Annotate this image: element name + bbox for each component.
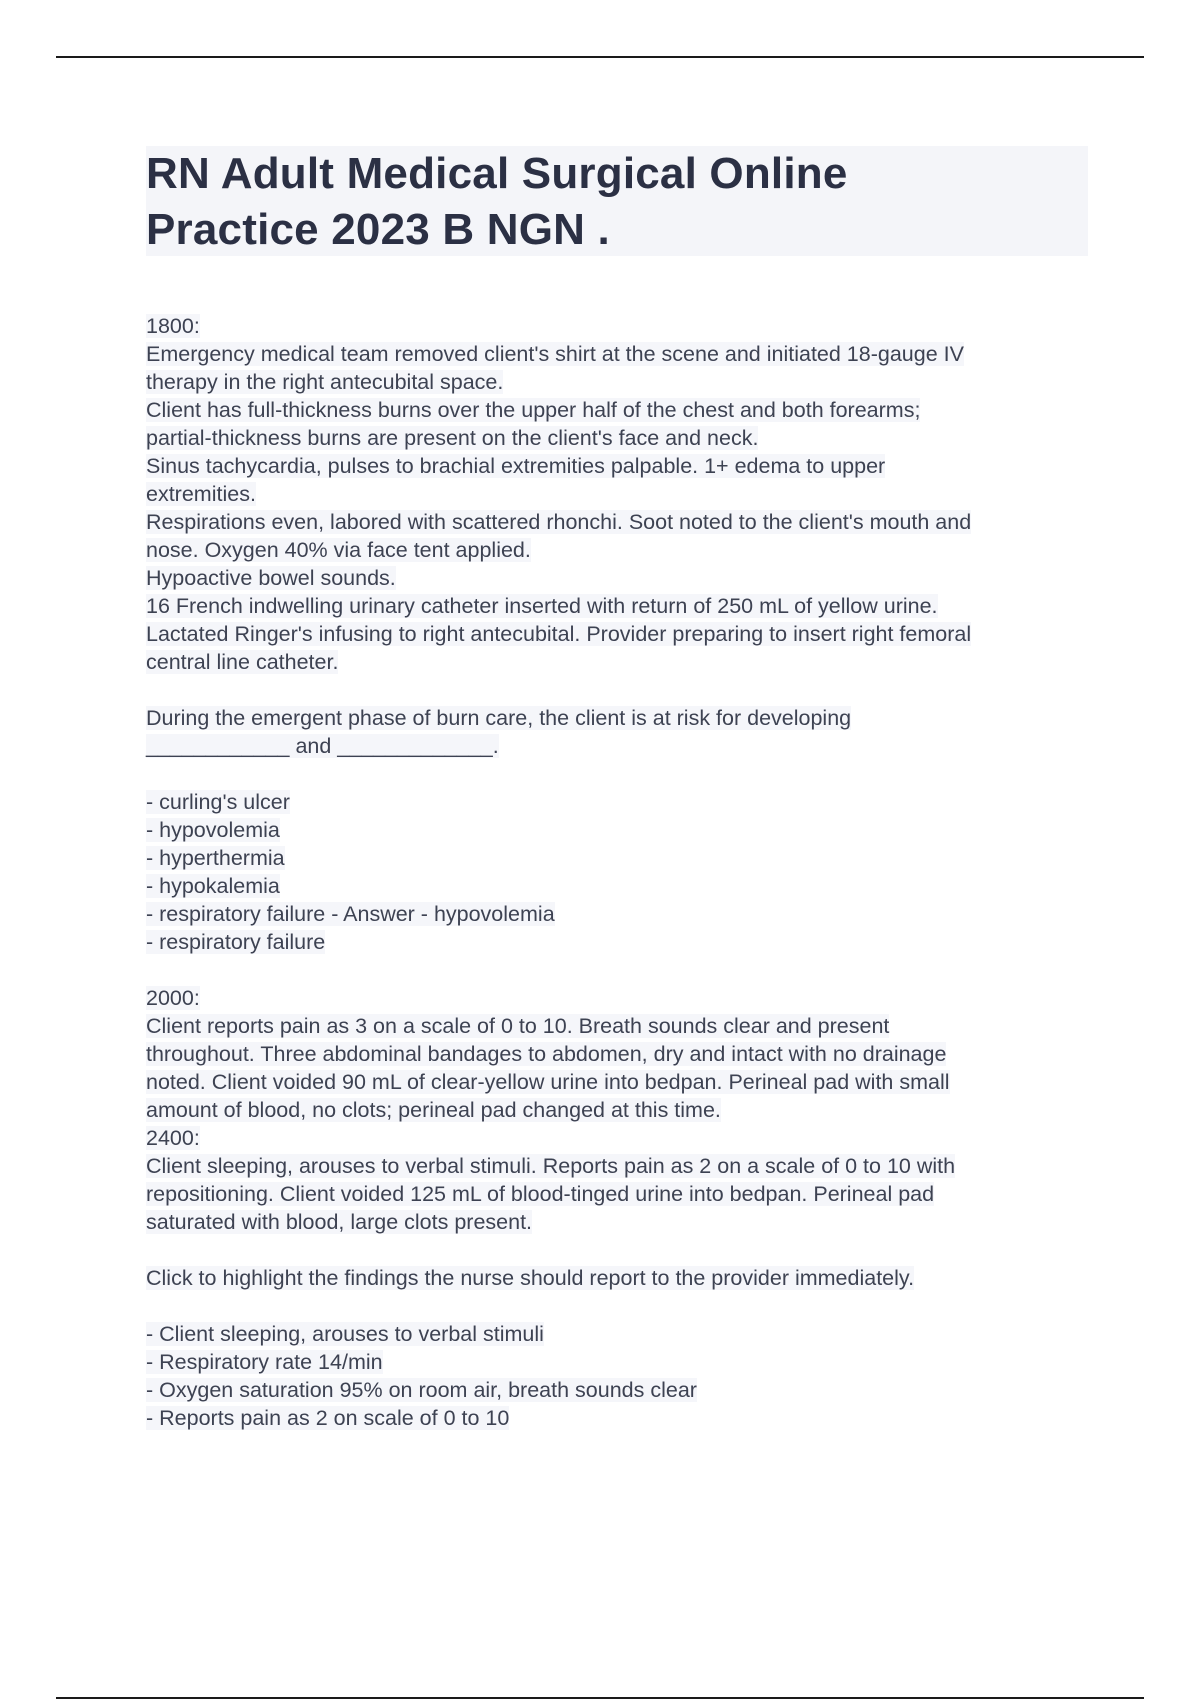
spacer: [146, 676, 1088, 704]
title-block: [146, 146, 1088, 256]
case2-note: saturated with blood, large clots present.: [146, 1210, 533, 1234]
document-body: [146, 312, 1088, 1432]
spacer: [146, 956, 1088, 984]
top-rule: [56, 56, 1144, 58]
spacer: [146, 760, 1088, 788]
case2-time: 2000:: [146, 986, 200, 1010]
case1-option-answer: - respiratory failure - Answer - hypovolemia: [146, 902, 555, 926]
case1-option: - hyperthermia: [146, 846, 285, 870]
case1-note: nose. Oxygen 40% via face tent applied.: [146, 538, 531, 562]
spacer: [146, 1292, 1088, 1320]
title-line-1: RN Adult Medical Surgical Online: [146, 149, 848, 198]
case2-note: noted. Client voided 90 mL of clear-yellow urine into bedpan. Perineal pad with small: [146, 1070, 950, 1094]
case1-option: - hypokalemia: [146, 874, 280, 898]
case2-option: - Respiratory rate 14/min: [146, 1350, 383, 1374]
bottom-rule: [56, 1697, 1144, 1699]
case2-option: - Oxygen saturation 95% on room air, breath sounds clear: [146, 1378, 697, 1402]
case1-note: 16 French indwelling urinary catheter inserted with return of 250 mL of yellow urine.: [146, 594, 938, 618]
case1-option: - curling's ulcer: [146, 790, 290, 814]
case1-option: - respiratory failure: [146, 930, 326, 954]
case1-question: ____________ and _____________.: [146, 734, 499, 758]
case2-note: amount of blood, no clots; perineal pad changed at this time.: [146, 1098, 721, 1122]
case1-note: Emergency medical team removed client's shirt at the scene and initiated 18-gauge IV: [146, 342, 964, 366]
case1-note: therapy in the right antecubital space.: [146, 370, 504, 394]
case2-option: - Reports pain as 2 on scale of 0 to 10: [146, 1406, 510, 1430]
case1-option: - hypovolemia: [146, 818, 280, 842]
case2-note: Client sleeping, arouses to verbal stimuli. Reports pain as 2 on a scale of 0 to 10 with: [146, 1154, 956, 1178]
case1-note: partial-thickness burns are present on the client's face and neck.: [146, 426, 759, 450]
case2-note: throughout. Three abdominal bandages to abdomen, dry and intact with no drainage: [146, 1042, 947, 1066]
case1-note: Hypoactive bowel sounds.: [146, 566, 396, 590]
case1-note: extremities.: [146, 482, 256, 506]
case1-note: Sinus tachycardia, pulses to brachial extremities palpable. 1+ edema to upper: [146, 454, 886, 478]
spacer: [146, 1236, 1088, 1264]
case1-note: Client has full-thickness burns over the upper half of the chest and both forearms;: [146, 398, 921, 422]
case1-note: Lactated Ringer's infusing to right antecubital. Provider preparing to insert right femoral: [146, 622, 972, 646]
case1-question: During the emergent phase of burn care, the client is at risk for developing: [146, 706, 852, 730]
case2-time: 2400:: [146, 1126, 200, 1150]
case1-time: 1800:: [146, 314, 200, 338]
case2-question: Click to highlight the findings the nurse should report to the provider immediately.: [146, 1266, 915, 1290]
case2-note: Client reports pain as 3 on a scale of 0 to 10. Breath sounds clear and present: [146, 1014, 890, 1038]
case2-option: - Client sleeping, arouses to verbal stimuli: [146, 1322, 544, 1346]
document-title: [146, 146, 1088, 258]
case2-note: repositioning. Client voided 125 mL of blood-tinged urine into bedpan. Perineal pad: [146, 1182, 935, 1206]
title-line-2: Practice 2023 B NGN .: [146, 205, 610, 254]
case1-note: Respirations even, labored with scattered rhonchi. Soot noted to the client's mouth and: [146, 510, 972, 534]
case1-note: central line catheter.: [146, 650, 339, 674]
